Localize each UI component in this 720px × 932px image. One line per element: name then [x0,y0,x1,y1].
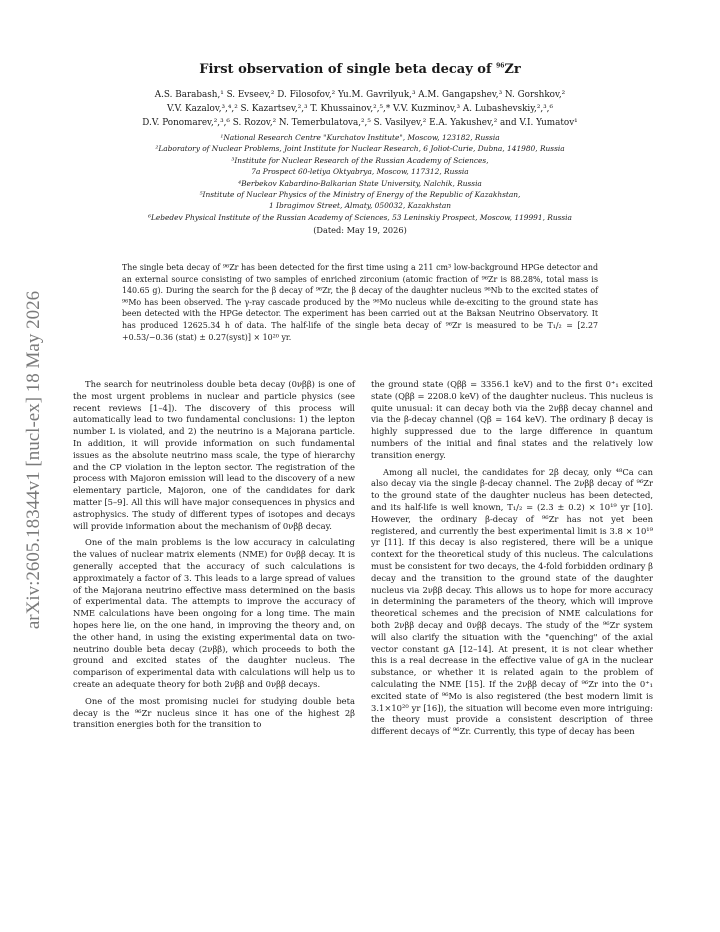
author-list [80,88,640,130]
body-paragraph: Among all nuclei, the candidates for 2β decay, only ⁴⁸Ca can also decay via the single β-decay channel. The 2νββ decay of ⁹⁶Zr to the ground state of the daughter nucleus has been detected, and its half-life is well known, T₁/₂ = (2.3 ± 0.2) × 10¹⁹ yr [10]. However, the ordinary β-decay of ⁹⁶Zr has not yet been registered, and currently the best experimental limit is 3.8 × 10¹⁹ yr [11]. If this decay is also registered, there will be a unique context for the theoretical study of this nucleus. The calculations must be consistent for two decays, the 4-fold forbidden ordinary β decay and the transition to the ground state of the daughter nucleus via 2νββ decay. This allows us to hope for more accuracy in determining the parameters of the theory, which will improve theoretical schemes and the precision of NME calculations for both 2νββ decay and 0νββ decays. The study of the ⁹⁶Zr system will also clarify the situation with the "quenching" of the axial vector constant gA [12–14]. At present, it is not clear whether this is a real decrease in the effective value of gA in the nuclear substance, or whether it is related again to the problem of calculating the NME [15]. If the 2νββ decay of ⁹⁶Zr into the 0⁺₁ excited state of ⁹⁶Mo is also registered (the best modern limit is 3.1×10²⁰ yr [16]), the situation will become even more intriguing: the theory must provide a consistent description of three different decays of ⁹⁶Zr. Currently, this type of decay has been [371,466,653,737]
dated-line: (Dated: May 19, 2026) [313,225,407,236]
affiliation-line: ⁶Lebedev Physical Institute of the Russian Academy of Sciences, 53 Leninskiy Prospect, Moscow, 119991, Russia [148,212,572,222]
paper-title [80,62,640,77]
affiliation-line: 1 Ibragimov Street, Almaty, 050032, Kazakhstan [269,201,451,211]
affiliation-line: ¹National Research Centre "Kurchatov Institute", Moscow, 123182, Russia [220,133,500,142]
body-column-left [73,379,355,736]
title-element: Zr [504,62,521,77]
arxiv-id-label: arXiv:2605.18344v1 [nucl-ex] 18 May 2026 [23,290,44,630]
affiliation-list [80,132,640,223]
author-line: V.V. Kazalov,³,⁴,² S. Kazartsev,²,³ T. Khussainov,²,⁵,* V.V. Kuzminov,³ A. Lubashevskiy,²,³,⁶ [167,104,553,114]
affiliation-line: ⁴Berbekov Kabardino-Balkarian State University, Nalchik, Russia [238,178,482,188]
author-line: D.V. Ponomarev,²,³,⁶ S. Rozov,² N. Temerbulatova,²,⁵ S. Vasilyev,² E.A. Yakushev,² and V.I. Yumatov¹ [142,118,578,128]
affiliation-line: ³Institute for Nuclear Research of the Russian Academy of Sciences, [231,155,489,165]
title-text: First observation of single beta decay of [199,62,497,77]
affiliation-line: 7a Prospect 60-letiya Oktyabrya, Moscow, 117312, Russia [251,167,469,177]
abstract: The single beta decay of ⁹⁶Zr has been detected for the first time using a 211 cm³ low-background HPGe detector and an external source consisting of two samples of enriched zirconium (atomic fraction of ⁹⁶Zr is 88.28%, total mass is 140.65 g). During the search for the β decay of ⁹⁶Zr, the β decay of the daughter nucleus ⁹⁶Nb to the excited states of ⁹⁶Mo has been observed. The γ-ray cascade produced by the ⁹⁶Mo nucleus while de-exciting to the ground state has been detected with the HPGe detector. The experiment has been carried out at the Baksan Neutrino Observatory. It has produced 12625.34 h of data. The half-life of the single beta decay of ⁹⁶Zr is measured to be T₁/₂ = [2.27 +0.53/−0.36 (stat) ± 0.27(syst)] × 10²⁰ yr. [122,263,598,342]
body-paragraph: the ground state (Qββ = 3356.1 keV) and to the first 0⁺₁ excited state (Qββ = 2208.0 keV) of the daughter nucleus. This nucleus is quite unusual: it can decay both via the 2νββ decay channel and via the β-decay channel (Qβ = 164 keV). The ordinary β decay is highly suppressed due to the large difference in quantum numbers of the initial and final states and the relatively low transition energy. [371,379,653,460]
author-line: A.S. Barabash,¹ S. Evseev,² D. Filosofov,² Yu.M. Gavrilyuk,³ A.M. Gangapshev,³ N. Gorshkov,² [154,90,566,100]
body-paragraph: The search for neutrinoless double beta decay (0νββ) is one of the most urgent problems in nuclear and particle physics (see recent reviews [1–4]). The discovery of this process will automatically lead to two fundamental conclusions: 1) the lepton number L is violated, and 2) the neutrino is a Majorana particle. In addition, it will provide information on such fundamental issues as the absolute neutrino mass scale, the type of hierarchy and the CP violation in the lepton sector. The registration of the process with Majoron emission will lead to the discovery of a new elementary particle, Majoron, one of the candidates for dark matter [5–9]. All this will have major consequences in physics and astrophysics. The study of different types of isotopes and decays will provide information about the mechanism of 0νββ decay. [73,379,355,531]
body-column-right [371,379,653,743]
body-paragraph: One of the most promising nuclei for studying double beta decay is the ⁹⁶Zr nucleus since it has one of the highest 2β transition energies both for the transition to [73,695,355,730]
body-paragraph: One of the main problems is the low accuracy in calculating the values of nuclear matrix elements (NME) for 0νββ decay. It is generally accepted that the accuracy of such calculations is approximately a factor of 3. This leads to a large spread of values of the Majorana neutrino effective mass determined on the basis of experimental data. The attempts to improve the accuracy of NME calculations have been ongoing for a long time. The main hopes here lie, on the one hand, in improving the theory and, on the other hand, in using the existing experimental data on two-neutrino double beta decay (2νββ), which proceeds to both the ground and excited states of the daughter nucleus. The comparison of experimental data with calculations will help us to create an adequate theory for both 2νββ and 0νββ decays. [73,537,355,689]
arxiv-sidebar-stamp [20,250,48,670]
affiliation-line: ⁵Institute of Nuclear Physics of the Ministry of Energy of the Republic of Kazakhstan, [199,190,521,200]
paper-header [80,62,640,236]
title-isotope: 96 [496,62,505,70]
affiliation-line: ²Laboratory of Nuclear Problems, Joint Institute for Nuclear Research, 6 Joliot-Curie, Dubna, 141980, Russia [155,144,565,154]
